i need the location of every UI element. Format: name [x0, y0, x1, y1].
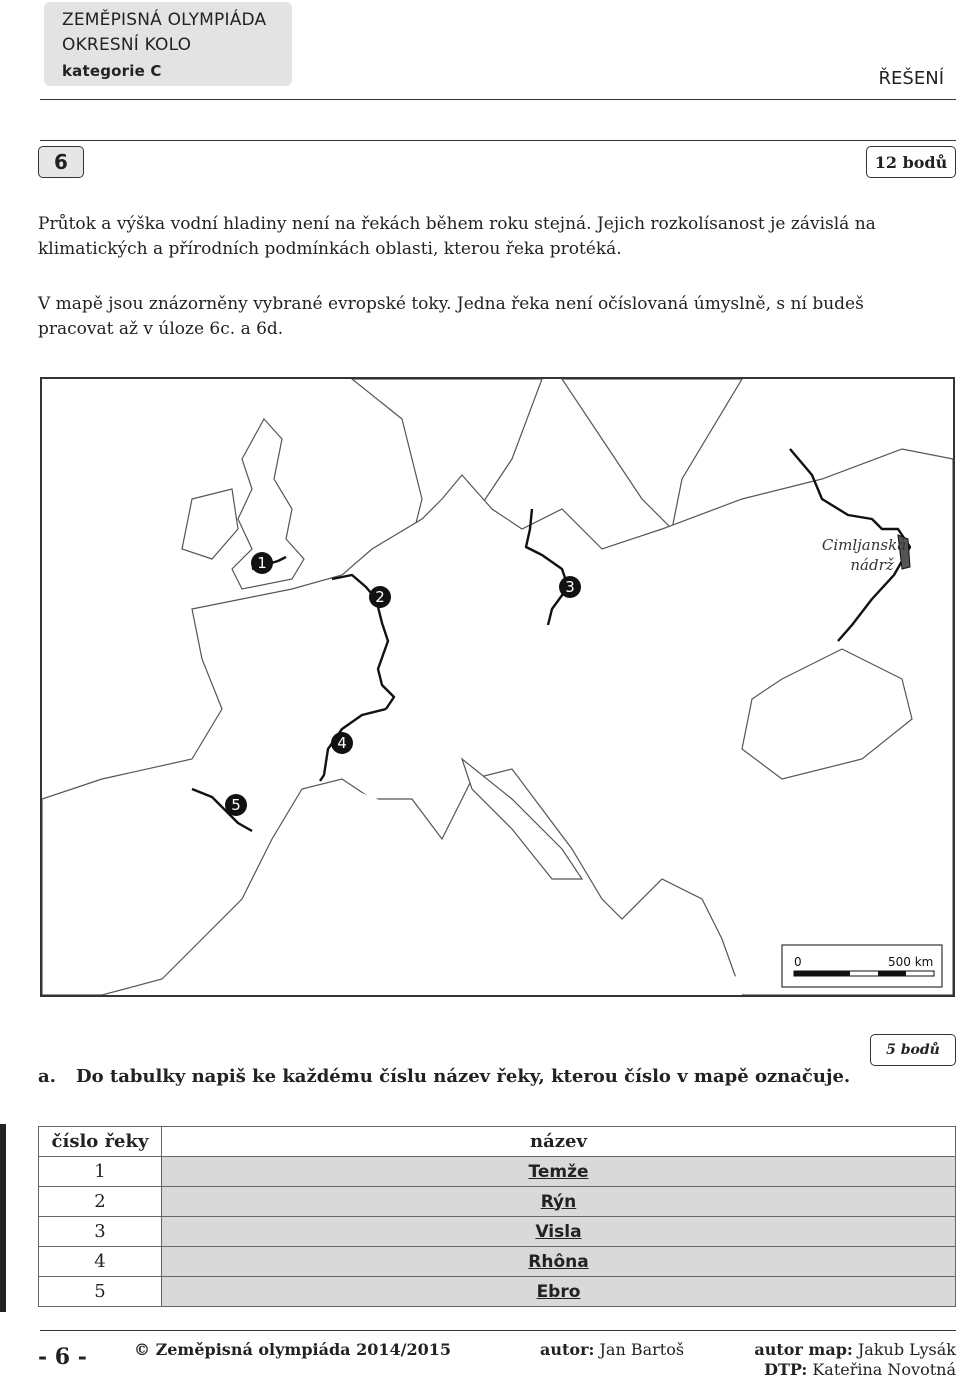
footer-author-name: Jan Bartoš — [599, 1340, 685, 1359]
footer-dtp — [764, 1360, 956, 1379]
footer-dtp-label: DTP: — [764, 1360, 808, 1379]
ireland-coast — [182, 489, 238, 559]
scale-bar — [782, 945, 942, 987]
europe-map — [40, 377, 955, 997]
river-number: 5 — [39, 1277, 162, 1307]
task-instructions: V mapě jsou znázorněny vybrané evropské toky. Jedna řeka není očíslovaná úmyslně, s ní budeš pracovat až v úloze 6c. a 6d. — [38, 294, 864, 339]
river-name[interactable]: Rhôna — [162, 1247, 956, 1277]
finland-coast — [562, 379, 742, 529]
table-row — [39, 1187, 956, 1217]
scale-end: 500 km — [888, 955, 934, 969]
footer-map-author-name: Jakub Lysák — [857, 1340, 956, 1359]
task-intro: Průtok a výška vodní hladiny není na řekách během roku stejná. Jejich rozkolísanost je závislá na klimatických a přírodních podmínkách oblasti, kterou řeka protéká. — [38, 214, 876, 259]
reservoir-label-line1: Cimljanská — [821, 536, 907, 554]
map-label-2: 2 — [375, 588, 385, 606]
task-rule — [40, 140, 956, 141]
map-label-5: 5 — [231, 796, 241, 814]
map-svg — [42, 379, 953, 995]
task-points: 12 bodů — [866, 146, 956, 178]
page-number: - 6 - — [38, 1344, 87, 1370]
map-label-3: 3 — [565, 578, 575, 596]
side-bar — [0, 1124, 6, 1312]
reservoir-label-line2: nádrž — [850, 556, 894, 574]
footer-map-author — [754, 1340, 956, 1359]
map-label-1: 1 — [257, 554, 267, 572]
footer-map-author-label: autor map: — [754, 1340, 853, 1359]
table-row — [39, 1247, 956, 1277]
river-name[interactable]: Visla — [162, 1217, 956, 1247]
scale-start: 0 — [794, 955, 802, 969]
footer-author-label: autor: — [540, 1340, 595, 1359]
subtask-text: Do tabulky napiš ke každému číslu název řeky, kterou číslo v mapě označuje. — [76, 1066, 851, 1087]
map-label-4: 4 — [337, 734, 347, 752]
table-row — [39, 1217, 956, 1247]
river-name[interactable]: Temže — [162, 1157, 956, 1187]
subtask-label: a. — [38, 1066, 56, 1087]
river-name[interactable]: Rýn — [162, 1187, 956, 1217]
task-number: 6 — [38, 146, 84, 178]
subtask-points: 5 bodů — [870, 1034, 956, 1066]
river-number: 1 — [39, 1157, 162, 1187]
river-number: 4 — [39, 1247, 162, 1277]
header-rule — [40, 99, 956, 100]
col-header-name: název — [162, 1127, 956, 1157]
table-header-row — [39, 1127, 956, 1157]
footer-author — [540, 1340, 684, 1359]
answer-table — [38, 1126, 956, 1307]
col-header-number: číslo řeky — [39, 1127, 162, 1157]
header-subtitle: OKRESNÍ KOLO — [62, 35, 192, 55]
footer-rule — [40, 1330, 956, 1331]
footer-copyright: © Zeměpisná olympiáda 2014/2015 — [134, 1340, 452, 1359]
table-row — [39, 1157, 956, 1187]
header-title: ZEMĚPISNÁ OLYMPIÁDA — [62, 10, 267, 30]
river-name[interactable]: Ebro — [162, 1277, 956, 1307]
river-number: 3 — [39, 1217, 162, 1247]
table-row — [39, 1277, 956, 1307]
footer-dtp-name: Kateřina Novotná — [812, 1360, 956, 1379]
river-number: 2 — [39, 1187, 162, 1217]
header-category: kategorie C — [62, 62, 162, 80]
solution-label: ŘEŠENÍ — [878, 68, 944, 89]
